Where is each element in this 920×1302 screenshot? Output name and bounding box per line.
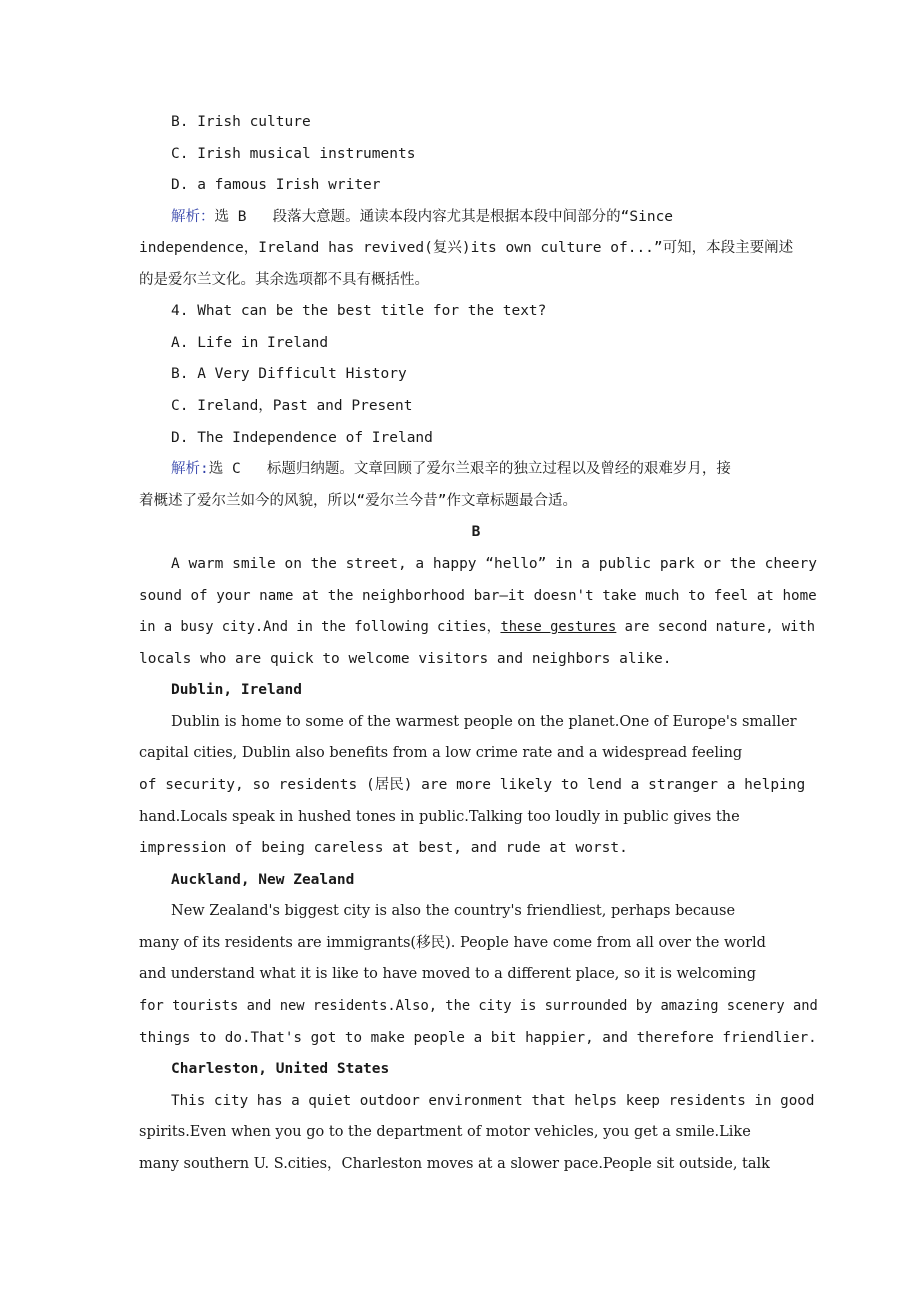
q4-analysis-line-2: 着概述了爱尔兰如今的风貌，所以“爱尔兰今昔”作文章标题最合适。 [139,493,577,509]
auckland-line-4: for tourists and new residents.Also, the city is surrounded by amazing scenery and [139,998,818,1014]
dublin-title: Dublin, Ireland [171,682,302,698]
q4-question: 4. What can be the best title for the text? [171,303,547,319]
auckland-line-1: New Zealand's biggest city is also the country's friendliest, perhaps because [171,903,736,919]
analysis-label: 解析： [171,209,215,225]
intro-line-2: sound of your name at the neighborhood bar—it doesn't take much to feel at home [139,588,817,604]
intro-line-4: locals who are quick to welcome visitors and neighbors alike. [139,651,672,667]
section-heading: B [471,524,481,540]
analysis-label: 解析: [171,461,209,477]
intro-line-1: A warm smile on the street, a happy “hello” in a public park or the cheery [171,556,818,572]
q3-option-d: D. a famous Irish writer [171,177,381,193]
auckland-line-2: many of its residents are immigrants(移民). People have come from all over the world [139,935,766,951]
q3-analysis-line-2: independence，Ireland has revived(复兴)its own culture of...”可知，本段主要阐述 [139,240,794,256]
intro-line-3-start: in a busy city.And in the following cities， [139,619,501,635]
q4-analysis-line-1 [171,459,731,479]
dublin-line-5: impression of being careless at best, and rude at worst. [139,840,628,856]
q4-option-b: B. A Very Difficult History [171,366,407,382]
auckland-title: Auckland, New Zealand [171,872,355,888]
q3-option-c: C. Irish musical instruments [171,146,416,162]
underlined-phrase: these gestures [500,619,617,635]
charleston-line-3: many southern U. S.cities，Charleston moves at a slower pace.People sit outside, talk [139,1156,770,1172]
q4-option-a: A. Life in Ireland [171,335,329,351]
q4-option-c: C. Ireland，Past and Present [171,398,413,414]
q3-analysis-text: 选 B 段落大意题。通读本段内容尤其是根据本段中间部分的“Since [214,209,674,225]
intro-line-3 [139,617,815,637]
q3-option-b: B. Irish culture [171,114,311,130]
q3-analysis-line-1 [171,207,673,227]
charleston-line-1: This city has a quiet outdoor environment that helps keep residents in good [171,1093,815,1109]
auckland-line-3: and understand what it is like to have moved to a different place, so it is welcoming [139,966,757,982]
q4-option-d: D. The Independence of Ireland [171,430,433,446]
dublin-line-1: Dublin is home to some of the warmest people on the planet.One of Europe's smaller [171,714,797,730]
auckland-line-5: things to do.That's got to make people a bit happier, and therefore friendlier. [139,1030,817,1046]
charleston-title: Charleston, United States [171,1061,390,1077]
intro-line-3-end: are second nature, with [616,619,816,635]
dublin-line-3: of security, so residents (居民) are more likely to lend a stranger a helping [139,777,806,793]
dublin-line-2: capital cities, Dublin also benefits from a low crime rate and a widespread feeling [139,745,743,761]
dublin-line-4: hand.Locals speak in hushed tones in public.Talking too loudly in public gives the [139,809,740,825]
q3-analysis-line-3: 的是爱尔兰文化。其余选项都不具有概括性。 [139,272,429,288]
q4-analysis-text: 选 C 标题归纳题。文章回顾了爱尔兰艰辛的独立过程以及曾经的艰难岁月，接 [208,461,731,477]
charleston-line-2: spirits.Even when you go to the department of motor vehicles, you get a smile.Like [139,1124,751,1140]
